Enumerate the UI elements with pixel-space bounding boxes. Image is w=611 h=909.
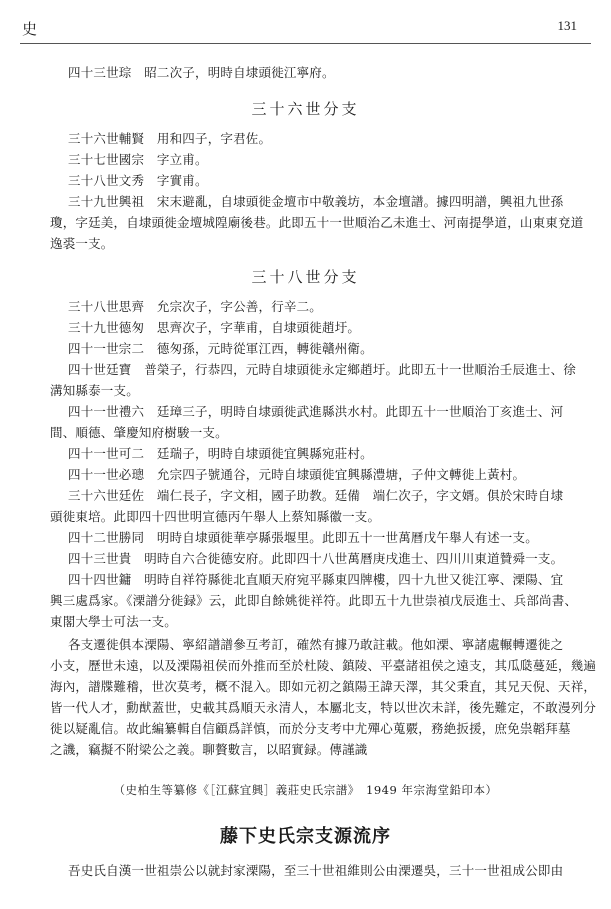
text-line: 東閣大學士可法一支。 bbox=[50, 614, 178, 629]
text-line: 各支遷徙俱本溧陽、寧紹譜譜參互考訂，確然有據乃敢註載。他如溧、寧諸處輾轉遷徙之 bbox=[68, 637, 564, 652]
text-line: 四十一世宗二 德匆孫，元時從軍江西，轉徙贛州衛。 bbox=[68, 341, 373, 356]
text-line: 三十六世輔賢 用和四子，字君佐。 bbox=[68, 131, 272, 146]
text-line: 四十三世貴 明時自六合徙德安府。此即四十八世萬曆庚戌進士、四川川東道贊舜一支。 bbox=[68, 551, 564, 566]
section-heading-36: 三十六世分支 bbox=[251, 100, 360, 118]
text-line: 間、順德、肇慶知府樹駿一支。 bbox=[50, 425, 228, 440]
source-citation: （史柏生等纂修《［江蘇宜興］義莊史氏宗譜》 1949 年宗海堂鉛印本） bbox=[113, 783, 498, 797]
text-line: 三十八世思齊 允宗次子，字公善，行辛二。 bbox=[68, 299, 323, 314]
text-line: 吾史氏自漢一世祖崇公以就封家溧陽，至三十世祖維則公由溧遷吳，三十一世祖成公即由 bbox=[68, 863, 564, 878]
text-line: 四十一世可二 廷瑞子，明時自埭頭徙宜興縣宛莊村。 bbox=[68, 446, 373, 461]
text-line: 逸裘一支。 bbox=[50, 236, 114, 251]
text-line: 四十一世必璁 允宗四子號通谷，元時自埭頭徙宜興縣澧塘，子仲文轉徙上黃村。 bbox=[68, 467, 526, 482]
text-line: 四十三世琮 昭二次子，明時自埭頭徙江寧府。 bbox=[68, 65, 335, 80]
text-line: 海內，譜牒難稽，世次莫考，概不混入。即如元初之鎮陽王諱天澤，其父秉直，其兄天倪、天祥， bbox=[50, 679, 597, 694]
section-heading-38: 三十八世分支 bbox=[251, 268, 360, 286]
text-line: 瓊，字廷美，自埭頭徙金壇城隍廟後巷。此即五十一世順治乙未進士、河南提學道，山東東兗道 bbox=[50, 215, 584, 230]
text-line: 三十六世廷佐 端仁長子，字文相，國子助教。廷備 端仁次子，字文婿。俱於宋時自埭 bbox=[68, 488, 564, 503]
text-line: 三十九世德匆 思齊次子，字華甫，自埭頭徙趙圩。 bbox=[68, 320, 361, 335]
text-line: 徙以疑亂信。故此編纂輯自信顧爲詳慎，而於分支考中尤殫心蒐覈，務絶扳援，庶免祟韜拜墓 bbox=[50, 721, 571, 736]
running-head: 史 bbox=[22, 20, 38, 38]
article-title: 藤下史氏宗支源流序 bbox=[220, 826, 391, 847]
text-line: 三十九世興祖 宋末避亂，自埭頭徙金壇市中敬義坊，本金壇譜。據四明譜，興祖九世孫 bbox=[68, 194, 564, 209]
page-number: 131 bbox=[557, 18, 577, 33]
text-line: 三十八世文秀 字實甫。 bbox=[68, 173, 208, 188]
text-line: 四十四世鏞 明時自祥符縣徙北直順天府宛平縣東四牌樓，四十九世又徙江寧、溧陽、宜 bbox=[68, 572, 564, 587]
text-line: 皆一代人才，勳猷蓋世，史載其爲順天永清人，本屬北支，特以世次未詳，後先難定，不敢漫列分 bbox=[50, 700, 597, 715]
text-line: 三十七世國宗 字立甫。 bbox=[68, 152, 208, 167]
text-line: 四十一世禮六 廷璋三子，明時自埭頭徙武進縣洪水村。此即五十一世順治丁亥進士、河 bbox=[68, 404, 564, 419]
text-line: 溝知縣泰一支。 bbox=[50, 383, 139, 398]
text-line: 頭徙東培。此即四十四世明宣德丙午舉人上蔡知縣徽一支。 bbox=[50, 509, 381, 524]
header-rule bbox=[20, 43, 591, 44]
text-line: 四十世廷寶 普榮子，行恭四，元時自埭頭徙永定鄉趙圩。此即五十一世順治壬辰進士、徐 bbox=[68, 362, 577, 377]
page-header bbox=[0, 0, 611, 42]
text-line: 興三處爲家。《溧譜分徙録》云，此即自餘姚徙祥符。此即五十九世崇禎戊辰進士、兵部尚書、 bbox=[50, 593, 578, 608]
text-line: 小支，歷世未遠，以及溧陽祖侯而外推而至於杜陵、鎮陵、平臺諸祖侯之遠支，其瓜瓞蔓延，幾遍 bbox=[50, 658, 597, 673]
text-line: 四十二世勝同 明時自埭頭徙華亭縣張堰里。此即五十一世萬曆戊午舉人有述一支。 bbox=[68, 530, 538, 545]
text-line: 之譏，竊擬不附梁公之義。聊贅數言，以昭實録。傳謹識 bbox=[50, 742, 368, 757]
